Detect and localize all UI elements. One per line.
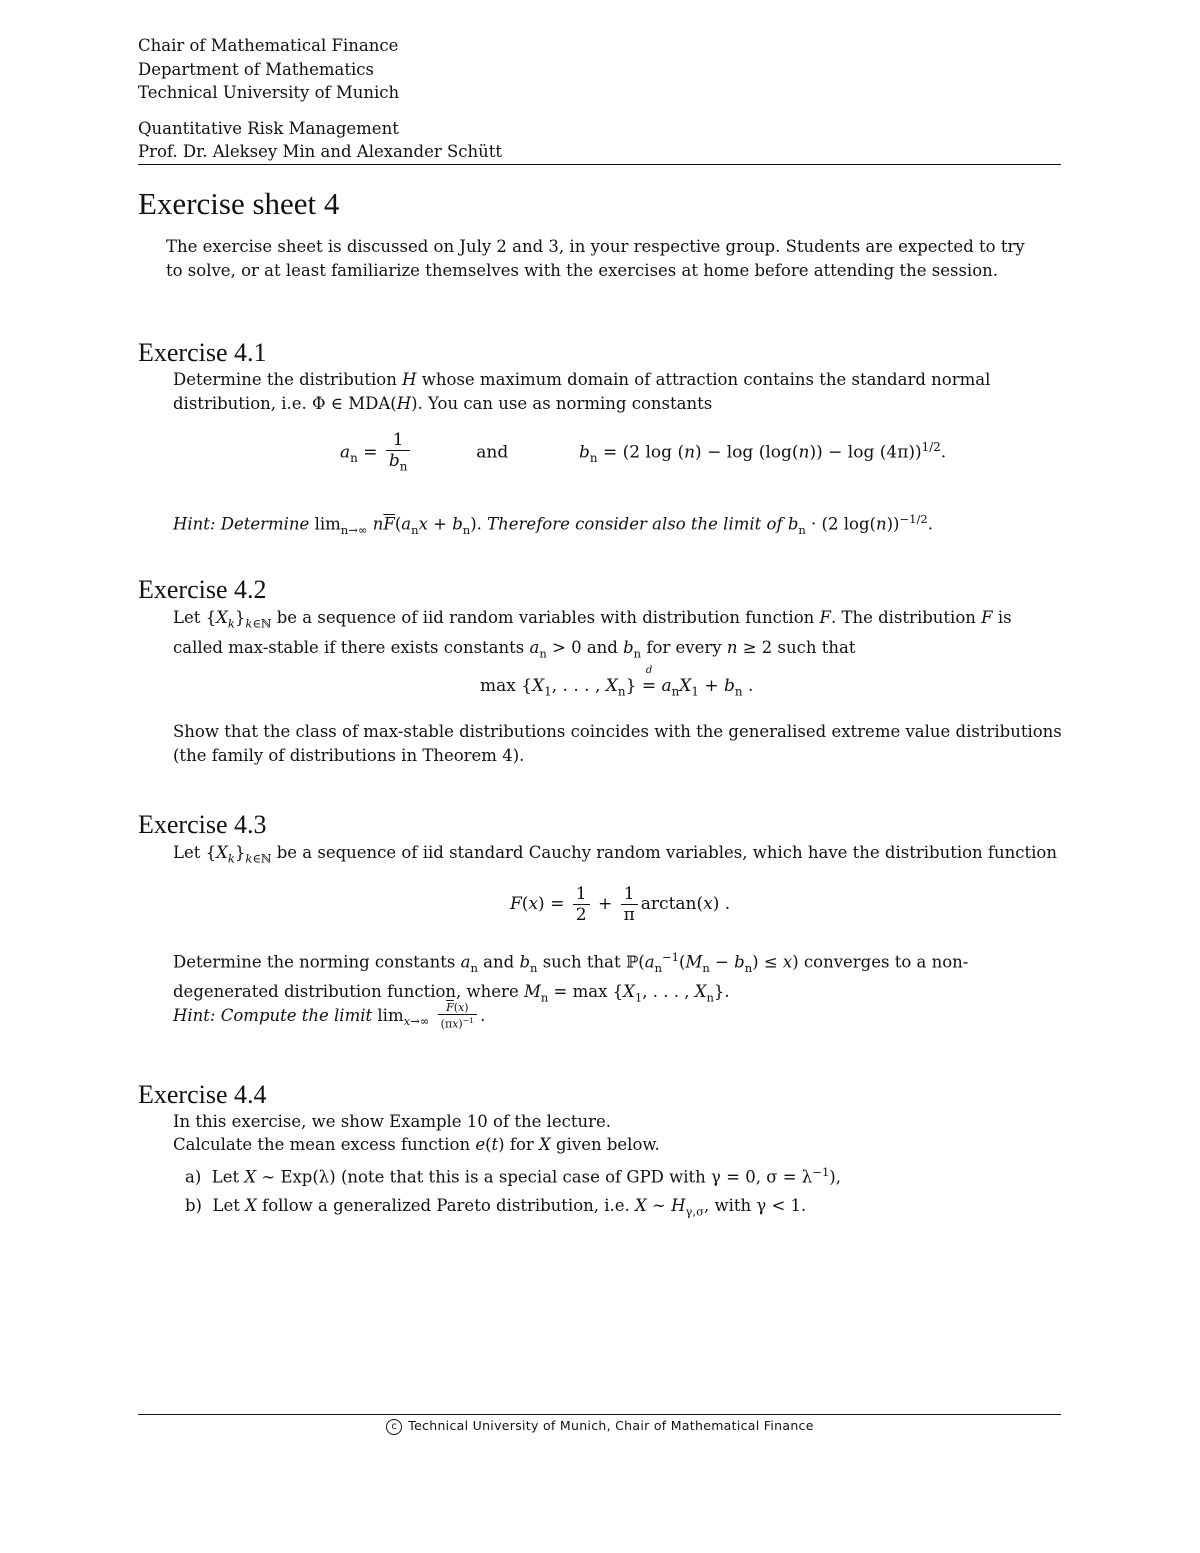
copyright-icon: c bbox=[386, 1419, 402, 1435]
exercise-3-hint: Hint: Compute the limit $\lim_{x\to\infty}$ $\frac{\overline{F}(x)}{(\pi x)^{-1}}$ . bbox=[173, 1001, 486, 1031]
exercise-4-item-a: a) Let X ∼ Exp(λ) (note that this is a special case of GPD with γ = 0, $\sigma = \lambda^{-1}$), bbox=[185, 1165, 841, 1187]
exercise-3-formula: F(x) = $\frac{1}{2}$ + $\frac{1}{\pi}$ arctan(x) . bbox=[510, 884, 731, 925]
exercise-4-item-b: b) Let X follow a generalized Pareto distribution, i.e. X ∼ $H_{\gamma,\sigma}$, with γ < 1. bbox=[185, 1196, 807, 1219]
footer-rule bbox=[138, 1414, 1061, 1415]
footer bbox=[0, 1418, 1200, 1435]
exercise-4-line-2: Calculate the mean excess function e(t) for X given below. bbox=[173, 1135, 660, 1154]
exercise-2-text-2: Show that the class of max-stable distributions coincides with the generalised extreme value distributions (the family of distributions in Theorem 4). bbox=[173, 722, 1062, 765]
exercise-1-hint: Hint: Determine $\lim_{n\to\infty} n\overline{F}(a_nx + b_n)$. Therefore consider also the limit of $b_n \cdot (2$ log(n))$^{-1/2}$. bbox=[173, 512, 933, 537]
header-lecturers: Prof. Dr. Aleksey Min and Alexander Schütt bbox=[138, 142, 503, 161]
header-department: Department of Mathematics bbox=[138, 59, 374, 79]
header-course: Quantitative Risk Management bbox=[138, 118, 399, 138]
exercise-2-text: Let $\{X_k\}_{k\in ℕ}$ be a sequence of iid random variables with distribution function F. The distribution F is called max-stable if there exists constants $a_n > 0$ and $b_n$ for every n ≥ 2 such that bbox=[173, 608, 1012, 661]
exercise-2-formula: $\max \{X_1$, . . . , $X_n$} = d $a_nX_1 + b_n$ . bbox=[480, 665, 754, 699]
exercise-4-line-1: In this exercise, we show Example 10 of the lecture. bbox=[173, 1112, 612, 1131]
exercise-3-text: Let $\{X_k\}_{k\in ℕ}$ be a sequence of iid standard Cauchy random variables, which have the distribution function bbox=[173, 843, 1057, 866]
exercise-2-title: Exercise 4.2 bbox=[138, 575, 267, 604]
sheet-title: Exercise sheet 4 bbox=[138, 186, 340, 221]
exercise-3-title: Exercise 4.3 bbox=[138, 810, 267, 839]
exercise-1-formula: $a_n$ = $\frac{1}{b_n}$ and $b_n = (2$ log (n) − log (log(n)) − log (4π))$^{1/2}$. bbox=[340, 430, 947, 474]
exercise-1-title: Exercise 4.1 bbox=[138, 338, 267, 367]
exercise-1-and: and bbox=[476, 442, 509, 463]
footer-text: Technical University of Munich, Chair of Mathematical Finance bbox=[408, 1418, 814, 1433]
exercise-4-title: Exercise 4.4 bbox=[138, 1080, 267, 1109]
exercise-1-text: Determine the distribution H whose maximum domain of attraction contains the standard normal distribution, i.e. Φ ∈ MDA(H). You can use as norming constants bbox=[173, 370, 991, 413]
header-rule bbox=[138, 164, 1061, 165]
sheet-intro: The exercise sheet is discussed on July 2 and 3, in your respective group. Students are expected to try to solve, or at least familiarize themselves with the exercises at home before attending the session. bbox=[166, 237, 1025, 280]
exercise-3-text-2: Determine the norming constants $a_n$ and $b_n$ such that $ℙ(a_n^{-1}(M_n - b_n) \le x)$ converges to a non-degenerated distribution function, where $M_n = \max \{X_1$, . . . , $X_n$}. bbox=[173, 950, 969, 1005]
header-block bbox=[138, 34, 502, 164]
header-chair: Chair of Mathematical Finance bbox=[138, 36, 399, 55]
header-university: Technical University of Munich bbox=[138, 83, 400, 102]
